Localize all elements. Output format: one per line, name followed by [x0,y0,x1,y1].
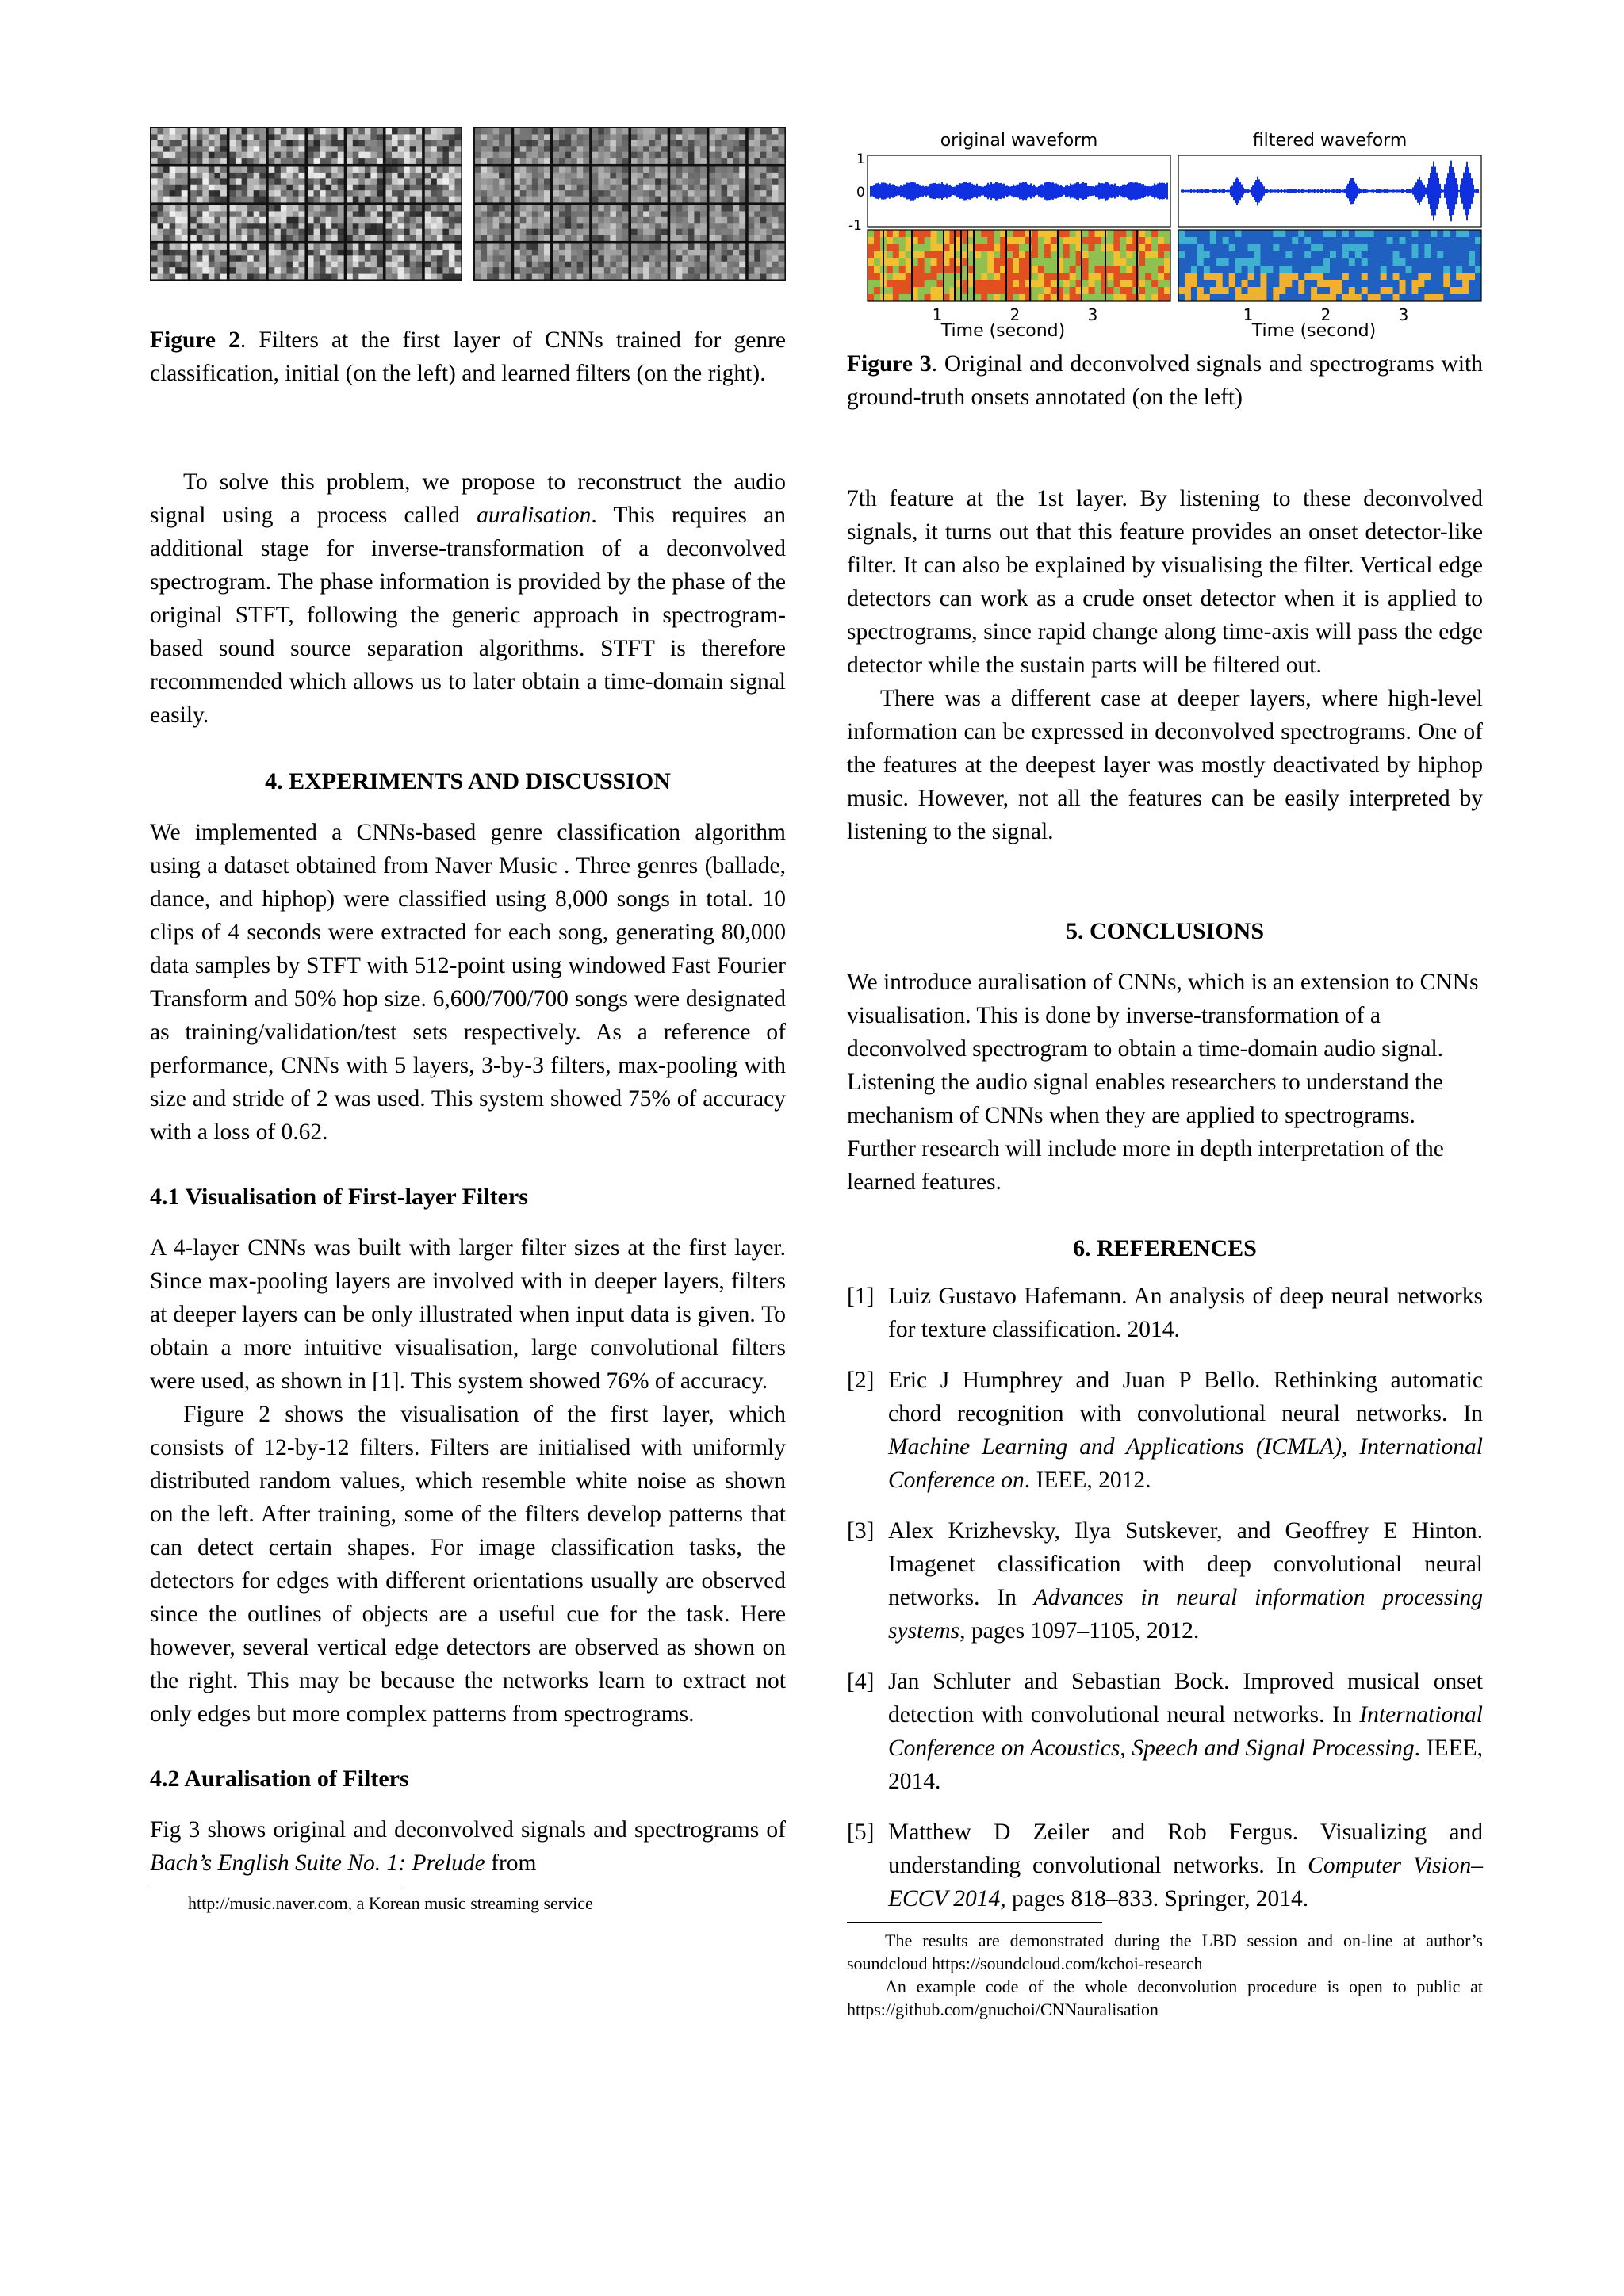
reference-text-b: , pages 1097–1105, 2012. [959,1618,1200,1644]
figure-3-waveforms [847,127,1483,341]
spectrogram [868,230,1171,302]
x-axis-label: Time (second) [940,321,1066,341]
soundcloud-footnote-text: The results are demonstrated during the LBD session and on-line at author’s soundcloud https://soundcloud.com/kchoi-research [847,1931,1483,1973]
reference-5 [847,1816,1483,1915]
reference-text-a: Alex Krizhevsky, Ilya Sutskever, and Geoffrey E Hinton. Imagenet classification with deep convolutional neural networks. In [888,1518,1483,1610]
section-5-heading: 5. CONCLUSIONS [1065,918,1265,944]
reference-text-a: Jan Schluter and Sebastian Bock. Improved musical onset detection with convolutional neural networks. In [888,1669,1483,1728]
filter-grid-initial [150,127,462,281]
references-list [847,1280,1483,1915]
right-footnote-rule [847,1922,1102,1923]
intro-paragraph [150,465,786,732]
reference-number: [1] [847,1284,875,1309]
left-column [150,127,786,1915]
reference-text-a: Luiz Gustavo Hafemann. An analysis of deep neural networks for texture classification. 2014. [888,1284,1483,1342]
reference-text-b: , pages 818–833. Springer, 2014. [1000,1886,1309,1911]
reference-number: [4] [847,1669,875,1694]
reference-venue: Computer Vision–ECCV 2014 [888,1853,1484,1911]
reference-text-a: Eric J Humphrey and Juan P Bello. Rethinking automatic chord recognition with convolutional neural networks. In [888,1368,1483,1426]
figure-3-label: Figure 3 [847,351,932,377]
right-footnote-2 [847,1975,1483,2021]
reference-text [888,1665,1483,1798]
reference-text-b: . IEEE, 2012. [1024,1468,1151,1493]
reference-venue: Advances in neural information processing systems [888,1585,1483,1644]
reference-4 [847,1665,1483,1798]
x-tick-label: 2 [1320,305,1331,324]
reference-text [888,1514,1483,1647]
reference-text [888,1280,1483,1346]
x-axis-label: Time (second) [1251,321,1377,341]
reference-number: [3] [847,1518,875,1544]
section-5-paragraph: We introduce auralisation of CNNs, which is an extension to CNNs visualisation. This is done by inverse-transformation of a deconvolved spectrogram to obtain a time-domain audio signal. Listening the audio signal enables researchers to understand the mechanism of CNNs when they are applied to spectrograms. Further research will include more in depth interpretation of the learned features. [847,970,1479,1195]
reference-text-b: . IEEE, 2014. [888,1735,1483,1794]
section-4-2-heading: 4.2 Auralisation of Filters [150,1766,409,1792]
intro-paragraph-part-a: To solve this problem, we propose to reconstruct the audio signal using a process called [150,469,786,528]
reference-number: [2] [847,1368,875,1393]
figure-3-caption [847,347,1483,414]
section-4-2-paragraph [150,1813,786,1880]
github-footnote-text: An example code of the whole deconvolution procedure is open to public at https://github.com/gnuchoi/CNNauralisation [847,1976,1483,2019]
right-paragraph-2: There was a different case at deeper layers, where high-level information can be expressed in deconvolved spectrograms. One of the features at the deepest layer was mostly deactivated by hiphop music. However, not all the features can be easily interpreted by listening to the signal. [847,686,1483,844]
y-tick-label: 1 [856,151,865,167]
panel-title: original waveform [940,131,1098,151]
auralisation-term: auralisation [477,503,592,528]
figure-2-caption-text: . Filters at the first layer of CNNs trained for genre classification, initial (on the left) and learned filters (on the right). [150,327,786,386]
x-tick-label: 3 [1087,305,1098,324]
intro-paragraph-part-b: . This requires an additional stage for inverse-transformation of a deconvolved spectrogram. The phase information is provided by the phase of the original STFT, following the generic approach in spectrogram-based sound source separation algorithms. STFT is therefore recommended which allows us to later obtain a time-domain signal easily. [150,503,786,728]
reference-text [888,1816,1483,1915]
reference-number: [5] [847,1820,875,1845]
reference-venue: International Conference on Acoustics, Speech and Signal Processing [888,1702,1483,1761]
left-footnote [150,1892,786,1915]
section-4-heading: 4. EXPERIMENTS AND DISCUSSION [265,768,671,794]
reference-1 [847,1280,1483,1346]
panel-title: filtered waveform [1252,131,1408,151]
right-paragraph-1: 7th feature at the 1st layer. By listening to these deconvolved signals, it turns out that this feature provides an onset detector-like filter. It can also be explained by visualising the filter. Vertical edge detectors can work as a crude onset detector when it is applied to spectrograms, since rapid change along time-axis will pass the edge detector while the sustain parts will be filtered out. [847,486,1483,678]
section-4-paragraph: We implemented a CNNs-based genre classification algorithm using a dataset obtained from Naver Music . Three genres (ballade, dance, and hiphop) were classified using 8,000 songs in total. 10 clips of 4 seconds were extracted for each song, generating 80,000 data samples by STFT with 512-point using windowed Fast Fourier Transform and 50% hop size. 6,600/700/700 songs were designated as training/validation/test sets respectively. As a reference of performance, CNNs with 5 layers, 3-by-3 filters, max-pooling with size and stride of 2 was used. This system showed 75% of accuracy with a loss of 0.62. [150,820,786,1145]
section-4-1-paragraph-2: Figure 2 shows the visualisation of the first layer, which consists of 12-by-12 filters. Filters are initialised with uniformly distributed random values, which resemble white noise as shown on the left. After training, some of the filters develop patterns that can detect certain shapes. For image classification tasks, the detectors for edges with different orientations usually are observed since the outlines of objects are a useful cue for the task. Here however, several vertical edge detectors are observed as shown on the right. This may be because the networks learn to extract not only edges but more complex patterns from spectrograms. [150,1402,786,1727]
x-tick-label: 1 [932,305,943,324]
filter-grid-learned [473,127,786,281]
spectrogram [1178,230,1482,302]
section-4-1-heading: 4.1 Visualisation of First-layer Filters [150,1184,528,1210]
figure-2-filter-grids [150,127,786,285]
section-4-2-part-a: Fig 3 shows original and deconvolved signals and spectrograms of [150,1817,786,1843]
section-4-2-part-b: from [485,1850,537,1876]
bach-suite-title: Bach’s English Suite No. 1: Prelude [150,1850,485,1876]
section-4-1-paragraph-1: A 4-layer CNNs was built with larger filter sizes at the first layer. Since max-pooling layers are involved with in deeper layers, filters at deeper layers can be only illustrated when input data is given. To obtain a more intuitive visualisation, large convolutional filters were used, as shown in [1]. This system showed 76% of accuracy. [150,1235,786,1394]
panel-original [868,131,1171,341]
x-tick-label: 1 [1243,305,1254,324]
reference-2 [847,1364,1483,1497]
panel-filtered [1178,131,1482,341]
y-tick-label: 0 [856,185,865,201]
figure-3 [847,127,1483,444]
figure-3-caption-text: . Original and deconvolved signals and spectrograms with ground-truth onsets annotated (on the left) [847,351,1483,410]
section-6-heading: 6. REFERENCES [1073,1235,1257,1261]
figure-2-caption [150,323,786,390]
right-column [847,127,1483,2021]
x-tick-label: 3 [1398,305,1409,324]
reference-text [888,1364,1483,1497]
figure-2-label: Figure 2 [150,327,240,353]
reference-text-a: Matthew D Zeiler and Rob Fergus. Visualizing and understanding convolutional networks. In [888,1820,1483,1878]
reference-venue: Machine Learning and Applications (ICMLA), International Conference on [888,1434,1483,1493]
reference-3 [847,1514,1483,1647]
y-tick-label: -1 [848,218,862,234]
figure-2 [150,127,786,420]
naver-footnote-text: http://music.naver.com, a Korean music streaming service [188,1893,593,1913]
x-tick-label: 2 [1009,305,1021,324]
right-footnote-1 [847,1929,1483,1975]
